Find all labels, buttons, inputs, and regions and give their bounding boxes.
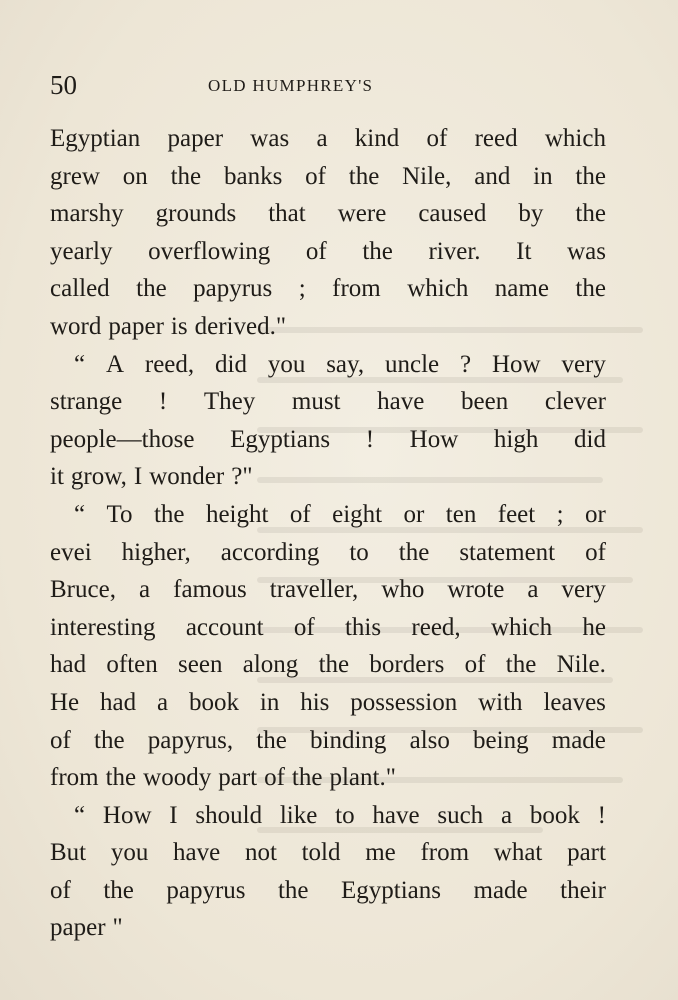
word: banks — [223, 162, 283, 190]
word: How — [491, 350, 541, 378]
word: to — [335, 801, 355, 829]
word: with — [478, 688, 523, 716]
word: the — [105, 764, 137, 792]
word: “ — [74, 801, 86, 829]
word: ! — [158, 388, 168, 416]
word: ten — [445, 500, 477, 528]
word: ? — [460, 350, 472, 378]
word: papyrus, — [147, 726, 234, 754]
word: very — [561, 576, 606, 604]
word: ; — [556, 500, 564, 528]
word: wrote — [447, 576, 505, 604]
word: who — [381, 576, 425, 604]
word: plant." — [329, 764, 396, 792]
word: high — [493, 425, 539, 453]
word: Egyptian — [50, 125, 141, 152]
text-line — [50, 458, 606, 496]
word: paper — [108, 312, 164, 340]
word: A — [105, 350, 125, 378]
word: made — [473, 876, 528, 904]
word: the — [153, 500, 185, 528]
word: the — [291, 764, 323, 792]
word: a — [138, 576, 151, 604]
word: must — [291, 388, 341, 416]
word: along — [242, 651, 299, 679]
word: a — [500, 801, 513, 829]
word: grounds — [155, 200, 237, 228]
word: grow, — [70, 463, 127, 491]
word: ! — [365, 425, 375, 453]
word: say, — [326, 350, 365, 378]
text-line — [50, 722, 606, 760]
word: name — [494, 275, 549, 303]
word: like — [279, 801, 318, 829]
word: the — [575, 275, 606, 303]
word: on — [122, 162, 148, 190]
word: strange — [50, 388, 123, 416]
word: the — [103, 876, 134, 904]
word: derived." — [194, 312, 287, 340]
word: very — [561, 350, 606, 378]
word: he — [582, 613, 606, 641]
word: account — [185, 613, 264, 641]
text-line — [50, 646, 606, 684]
word: had — [100, 688, 137, 716]
word: Nile, — [402, 162, 452, 190]
word: by — [518, 200, 544, 228]
word: of — [426, 125, 448, 152]
page-number: 50 — [50, 70, 77, 100]
word: interesting — [50, 613, 156, 641]
word: or — [403, 500, 425, 528]
text-line — [50, 308, 606, 346]
word: did — [574, 425, 606, 453]
text-line — [50, 346, 606, 384]
word: and — [474, 162, 511, 190]
word: of — [264, 764, 285, 792]
word: They — [203, 388, 256, 416]
text-line — [50, 496, 606, 534]
word: of — [585, 538, 606, 566]
word: paper — [50, 914, 106, 942]
word: a — [316, 125, 328, 152]
word: a — [527, 576, 539, 604]
text-line — [50, 759, 606, 797]
word: not — [244, 839, 277, 867]
text-line — [50, 797, 606, 835]
word: “ — [74, 500, 86, 528]
word: of — [293, 613, 315, 641]
word: height — [205, 500, 269, 528]
word: part — [567, 839, 606, 867]
word: part — [218, 764, 258, 792]
word: possession — [350, 688, 458, 716]
running-head — [50, 70, 606, 104]
word: according — [220, 538, 320, 566]
word: from — [332, 275, 381, 303]
text-line — [50, 684, 606, 722]
text-line — [50, 609, 606, 647]
word: have — [372, 801, 420, 829]
word: such — [437, 801, 484, 829]
word: the — [362, 237, 393, 265]
word: To — [106, 500, 133, 528]
word: evei — [50, 538, 92, 566]
word: the — [398, 538, 430, 566]
word: word — [50, 312, 102, 340]
word: have — [173, 839, 221, 867]
word: which — [407, 275, 469, 303]
word: “ — [74, 350, 86, 378]
word: But — [50, 839, 87, 867]
text-line — [50, 233, 606, 271]
word: grew — [50, 162, 100, 190]
word: clever — [544, 388, 606, 416]
text-line — [50, 571, 606, 609]
word: or — [585, 500, 606, 528]
word: was — [567, 237, 606, 265]
word: papyrus — [193, 275, 273, 303]
word: I — [169, 801, 178, 829]
word: of — [305, 162, 326, 190]
word: me — [365, 839, 396, 867]
word: reed — [474, 125, 518, 152]
word: famous — [173, 576, 247, 604]
word: what — [493, 839, 543, 867]
word: of — [289, 500, 311, 528]
word: kind — [354, 125, 400, 152]
word: it — [50, 463, 64, 491]
word: ?" — [231, 463, 253, 491]
word: were — [337, 200, 387, 228]
word: told — [301, 839, 341, 867]
text-line — [50, 270, 606, 308]
text-line — [50, 383, 606, 421]
word: the — [505, 651, 537, 679]
word: you — [110, 839, 149, 867]
word: a — [157, 688, 169, 716]
word: that — [268, 200, 306, 228]
word: this — [344, 613, 382, 641]
word: ! — [597, 801, 606, 829]
text-line — [50, 195, 606, 233]
word: in — [533, 162, 553, 190]
word: the — [256, 726, 287, 754]
word: leaves — [543, 688, 606, 716]
word: traveller, — [269, 576, 359, 604]
word: marshy — [50, 200, 124, 228]
word: is — [170, 312, 188, 340]
word: the — [575, 162, 606, 190]
word: Nile. — [556, 651, 606, 679]
word: the — [136, 275, 167, 303]
word: people—those — [50, 425, 195, 453]
word: eight — [332, 500, 383, 528]
word: the — [318, 651, 350, 679]
word: overflowing — [148, 237, 271, 265]
word: " — [112, 914, 123, 942]
word: reed, — [144, 350, 195, 378]
word: Bruce, — [50, 576, 116, 604]
word: statement — [459, 538, 556, 566]
text-line — [50, 158, 606, 196]
word: seen — [178, 651, 223, 679]
word: of — [464, 651, 486, 679]
word: also — [409, 726, 450, 754]
word: have — [377, 388, 425, 416]
running-title: OLD HUMPHREY'S — [208, 76, 374, 95]
word: often — [106, 651, 158, 679]
text-line — [50, 834, 606, 872]
word: the — [94, 726, 125, 754]
word: river. — [428, 237, 481, 265]
word: book — [189, 688, 239, 716]
word: yearly — [50, 237, 113, 265]
word: book — [529, 801, 580, 829]
word: feet — [497, 500, 536, 528]
word: reed, — [411, 613, 461, 641]
word: in — [259, 688, 280, 716]
word: called — [50, 275, 110, 303]
word: which — [544, 125, 606, 152]
word: did — [215, 350, 247, 378]
word: made — [551, 726, 606, 754]
text-line — [50, 872, 606, 910]
word: should — [195, 801, 263, 829]
word: higher, — [121, 538, 191, 566]
word: from — [50, 764, 99, 792]
word: been — [461, 388, 509, 416]
word: the — [277, 876, 309, 904]
word: of — [50, 726, 71, 754]
word: to — [349, 538, 369, 566]
word: paper — [167, 125, 224, 152]
word: woody — [143, 764, 212, 792]
word: papyrus — [166, 876, 246, 904]
word: I — [133, 463, 143, 491]
word: the — [170, 162, 202, 190]
word: binding — [310, 726, 387, 754]
word: wonder — [149, 463, 225, 491]
word: It — [516, 237, 532, 265]
word: uncle — [385, 350, 440, 378]
word: the — [575, 200, 606, 228]
word: Egyptians — [341, 876, 442, 904]
word: from — [420, 839, 470, 867]
word: being — [473, 726, 529, 754]
text-line — [50, 421, 606, 459]
word: you — [267, 350, 306, 378]
word: of — [305, 237, 327, 265]
word: caused — [418, 200, 487, 228]
word: their — [560, 876, 606, 904]
word: He — [50, 688, 80, 716]
word: borders — [369, 651, 445, 679]
word: Egyptians — [230, 425, 331, 453]
word: of — [50, 876, 71, 904]
word: his — [300, 688, 330, 716]
text-line — [50, 534, 606, 572]
word: which — [490, 613, 553, 641]
word: had — [50, 651, 87, 679]
word: the — [348, 162, 380, 190]
word: was — [250, 125, 290, 152]
text-line — [50, 909, 606, 947]
word: How — [409, 425, 459, 453]
text-body — [50, 120, 606, 947]
word: How — [102, 801, 152, 829]
text-line — [50, 120, 606, 158]
word: ; — [298, 275, 306, 303]
